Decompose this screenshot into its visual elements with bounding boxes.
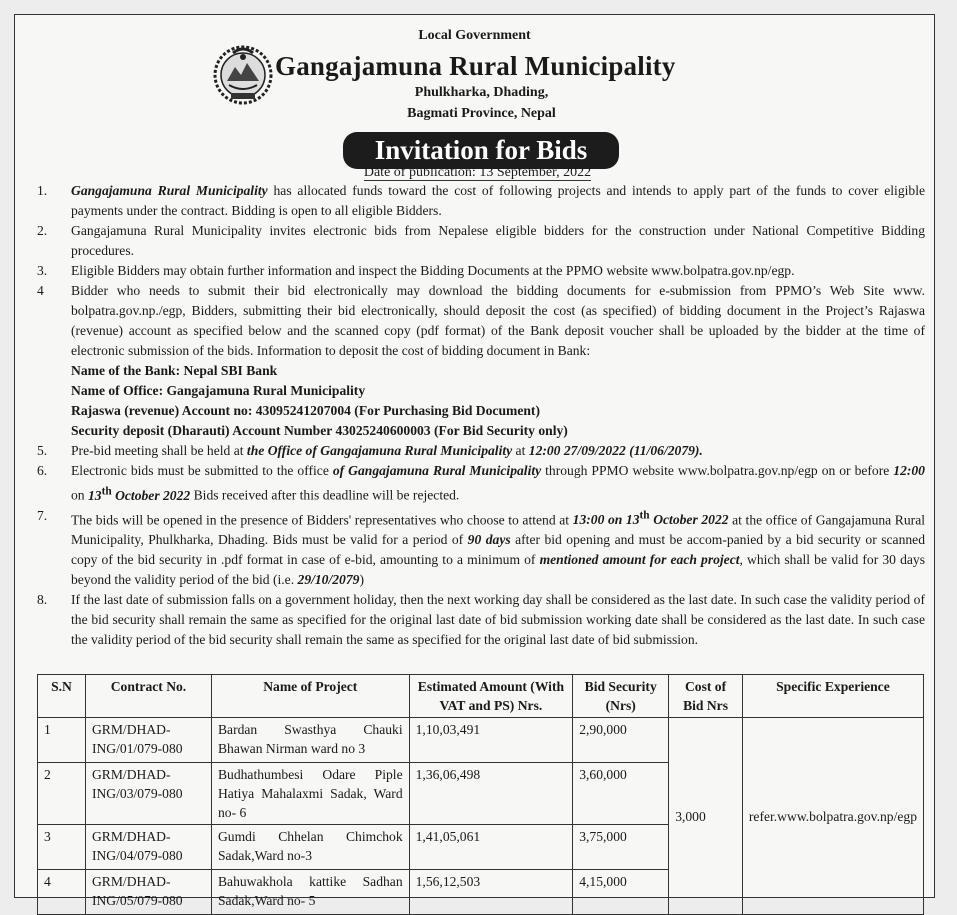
clause-3: 3. Eligible Bidders may obtain further information and inspect the Bidding Documents at the PPMO website www.bolpatra.gov.np/egp. [37, 261, 925, 281]
clause-number: 2. [37, 223, 48, 238]
address-line-2: Bagmati Province, Nepal [407, 106, 556, 121]
clause-5: 5. Pre-bid meeting shall be held at the Office of Gangajamuna Rural Municipality at 12:00 27/09/2022 (11/06/2079). [37, 441, 925, 461]
cell-estimated-amount: 1,41,05,061 [409, 825, 573, 870]
cell-sn: 2 [38, 763, 86, 825]
header-specific-experience: Specific Experience [742, 675, 923, 718]
cell-bid-security: 2,90,000 [573, 718, 669, 763]
cell-sn: 4 [38, 870, 86, 915]
table-header-row [38, 675, 924, 718]
cell-estimated-amount: 1,36,06,498 [409, 763, 573, 825]
table-row [38, 718, 924, 763]
cell-estimated-amount: 1,56,12,503 [409, 870, 573, 915]
cell-project-name: Budhathumbesi Odare Piple Hatiya Mahalaxmi Sadak, Ward no- 6 [211, 763, 409, 825]
cell-project-name: Bahuwakhola kattike Sadhan Sadak,Ward no- 5 [211, 870, 409, 915]
clause-6: 6. Electronic bids must be submitted to the office of Gangajamuna Rural Municipality through PPMO website www.bolpatra.gov.np/egp on or before 12:00 on 13th October 2022 Bids received after this deadline will be rejected. [37, 463, 925, 503]
header-sn: S.N [38, 675, 86, 718]
cell-bid-security: 4,15,000 [573, 870, 669, 915]
header-estimated-amount: Estimated Amount (With VAT and PS) Nrs. [409, 675, 573, 718]
publication-date: Date of publication: 13 September, 2022 [363, 165, 592, 180]
cell-bid-security: 3,75,000 [573, 825, 669, 870]
local-government-label: Local Government [418, 28, 531, 43]
clause-number: 3. [37, 263, 48, 278]
security-account: Security deposit (Dharauti) Account Number 43025240600003 (For Bid Security only) [71, 423, 568, 438]
header-cost-of-bid: Cost of Bid Nrs [669, 675, 743, 718]
clause-number: 4 [37, 283, 44, 298]
notice-sheet [14, 14, 935, 908]
clause-7: 7. The bids will be opened in the presence of Bidders' representatives who choose to attend at 13:00 on 13th October 2022 at the office of Gangajamuna Rural Municipality, Phulkharka, Dhading. Bids must be valid for a period of 90 days after bid opening and must be accom-panied by a bid security or scanned copy of the bid security in .pdf format in case of e-bid, amounting to a minimum of mentioned amount for each project, which shall be valid for 30 days beyond the validity period of the bid (i.e. 29/10/2079) [37, 507, 926, 588]
cell-cost-of-bid: 3,000 [669, 718, 743, 915]
municipality-name: Gangajamuna Rural Municipality [275, 51, 676, 81]
bids-table [37, 674, 924, 915]
cell-contract-no: GRM/DHAD-ING/03/079-080 [85, 763, 211, 825]
cell-estimated-amount: 1,10,03,491 [409, 718, 573, 763]
invitation-banner: Invitation for Bids [343, 132, 619, 169]
cell-sn: 1 [38, 718, 86, 763]
notice-body [37, 181, 925, 650]
notice-header [15, 15, 934, 205]
header-bid-security: Bid Security (Nrs) [573, 675, 669, 718]
address-line-1: Phulkharka, Dhading, [414, 85, 549, 100]
cell-contract-no: GRM/DHAD-ING/05/079-080 [85, 870, 211, 915]
clause-1: 1. Gangajamuna Rural Municipality has allocated funds toward the cost of following projects and intends to apply part of the funds to cover eligible payments under the contract. Bidding is open to all eligible Bidders. [37, 183, 926, 218]
cell-sn: 3 [38, 825, 86, 870]
clause-number: 6. [37, 463, 48, 478]
cell-project-name: Bardan Swasthya Chauki Bhawan Nirman ward no 3 [211, 718, 409, 763]
cell-contract-no: GRM/DHAD-ING/04/079-080 [85, 825, 211, 870]
cell-bid-security: 3,60,000 [573, 763, 669, 825]
clause-number: 7. [37, 507, 48, 523]
header-project-name: Name of Project [211, 675, 409, 718]
clause-number: 8. [37, 592, 48, 608]
cell-project-name: Gumdi Chhelan Chimchok Sadak,Ward no-3 [211, 825, 409, 870]
header-contract-no: Contract No. [85, 675, 211, 718]
clause-2: 2. Gangajamuna Rural Municipality invites electronic bids from Nepalese eligible bidders for the construction under National Competitive Bidding procedures. [37, 223, 925, 258]
clause-number: 5. [37, 443, 48, 458]
cell-specific-experience: refer.www.bolpatra.gov.np/egp [742, 718, 923, 915]
office-name: Name of Office: Gangajamuna Rural Municipality [71, 383, 366, 398]
cell-contract-no: GRM/DHAD-ING/01/079-080 [85, 718, 211, 763]
clause-8: 8. If the last date of submission falls on a government holiday, then the next working day shall be considered as the last date. In such case the validity period of the bid security shall remain the same as specified for the original last date of bid submission working date shall be considered as the last date. In such case the validity period of the bid security shall remain the same as specified for the original last date of bid submission. [37, 592, 925, 648]
rajaswa-account: Rajaswa (revenue) Account no: 43095241207004 (For Purchasing Bid Document) [71, 403, 540, 418]
clause-number: 1. [37, 183, 48, 198]
bank-name: Name of the Bank: Nepal SBI Bank [71, 363, 278, 378]
clause-4: 4 Bidder who needs to submit their bid electronically may download the bidding documents for e-submission from PPMO’s Web Site www. bolpatra.gov.np./egp, Bidders, submitting their bid electronically, should deposit the cost (as specified) of bidding document in the Project’s Rajaswa (revenue) account as specified below and the scanned copy (pdf format) of the Bank deposit voucher shall be uploaded by the bidder at the time of electronic submission of the bids. Information to deposit the cost of bidding document in Bank: Name of the Bank: Nepal SBI Bank Name of Office: Gangajamuna Rural Municipality Rajaswa (revenue) Account no: 43095241207004 (For Purchasing Bid Document) Security deposit (Dharauti) Account Number 43025240600003 (For Bid Security only) [37, 281, 925, 441]
